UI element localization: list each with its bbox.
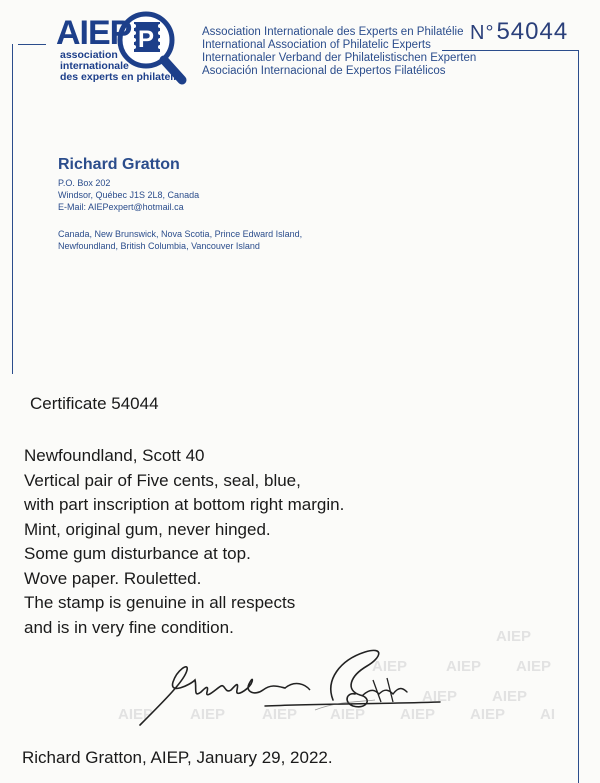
expert-name: Richard Gratton: [58, 156, 180, 173]
expert-email: E-Mail: AIEPexpert@hotmail.ca: [58, 202, 184, 212]
certificate-description: [24, 444, 344, 640]
certificate-number-prefix: N°: [470, 22, 495, 44]
expert-info: [58, 156, 199, 213]
certificate-title: Certificate 54044: [30, 394, 159, 413]
description-line: The stamp is genuine in all respects: [24, 593, 296, 612]
expert-address-line: Windsor, Québec J1S 2L8, Canada: [58, 190, 200, 200]
association-name: Association Internationale des Experts en Philatélie: [202, 26, 464, 38]
certificate-number-value: 54044: [496, 18, 569, 45]
description-line: with part inscription at bottom right margin.: [24, 495, 345, 514]
description-line: Vertical pair of Five cents, seal, blue,: [24, 470, 301, 490]
watermark-logo: AIEP: [492, 688, 528, 705]
logo-line: des experts en philatelie: [60, 71, 182, 83]
watermark-logo: AIEP: [372, 658, 408, 675]
logo-text: [60, 50, 182, 83]
watermark-logo: AIEP: [516, 658, 552, 675]
watermark-logo: AIEP: [190, 706, 226, 723]
region-line: Newfoundland, British Columbia, Vancouver Island: [58, 241, 260, 251]
association-name: Internationaler Verband der Philatelistischen Experten: [202, 52, 477, 64]
signature-line: Richard Gratton, AIEP, January 29, 2022.: [22, 748, 333, 767]
certificate-number: [470, 18, 568, 46]
watermark-logo: AIEP: [446, 658, 482, 675]
logo-mark: AIEP: [56, 14, 132, 52]
association-name: Asociación Internacional de Expertos Filatélicos: [202, 65, 446, 77]
description-line: Mint, original gum, never hinged.: [24, 519, 271, 539]
description-line: Some gum disturbance at top.: [24, 544, 251, 563]
watermark-logo: AI: [540, 706, 555, 723]
description-line: and is in very fine condition.: [24, 617, 234, 637]
region-line: Canada, New Brunswick, Nova Scotia, Prince Edward Island,: [58, 229, 303, 239]
watermark-logo: AIEP: [470, 706, 506, 723]
logo-line: association: [60, 49, 118, 61]
border-line: [18, 44, 46, 45]
logo-line: internationale: [60, 60, 129, 72]
description-line: Wove paper. Rouletted.: [24, 568, 202, 588]
watermark-logo: AIEP: [400, 706, 436, 723]
description-line: Newfoundland, Scott 40: [24, 446, 205, 465]
watermark-logo: AIEP: [330, 706, 366, 723]
association-names: [202, 26, 476, 78]
watermark-logo: AIEP: [422, 688, 458, 705]
association-name: International Association of Philatelic Experts: [202, 39, 431, 51]
watermark-logo: AIEP: [118, 706, 154, 723]
expert-address-line: P.O. Box 202: [58, 178, 111, 188]
watermark-logo: AIEP: [496, 628, 532, 645]
border-line: [578, 50, 579, 783]
expert-regions: [58, 228, 302, 252]
handwritten-signature: [135, 640, 450, 735]
svg-text:P: P: [138, 26, 155, 53]
border-line: [12, 44, 13, 374]
signature-icon: [135, 640, 450, 735]
watermark-logo: AIEP: [262, 706, 298, 723]
